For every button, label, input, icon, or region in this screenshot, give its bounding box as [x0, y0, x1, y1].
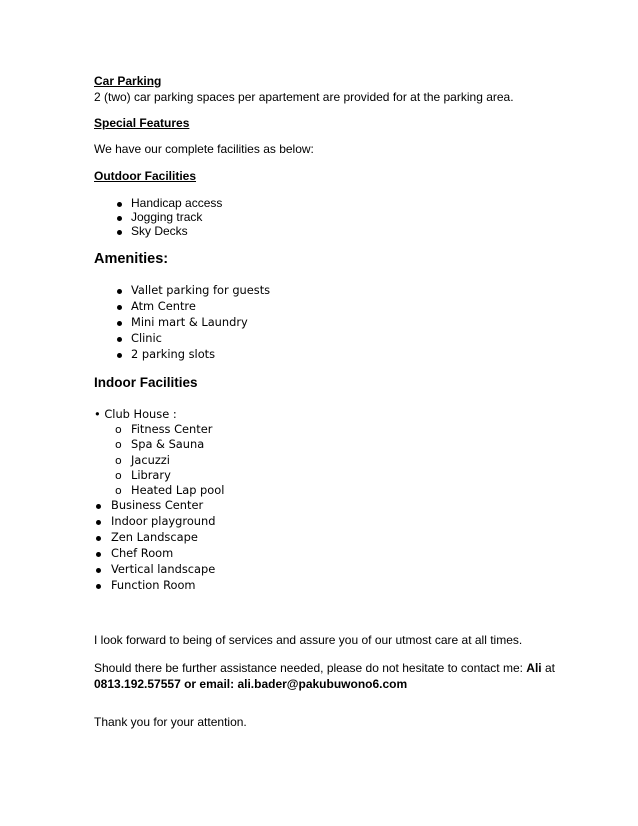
- indoor-heading: Indoor Facilities: [94, 375, 198, 390]
- car-parking-heading: Car Parking: [94, 74, 162, 88]
- bullet-icon: [117, 353, 122, 358]
- special-features-text: We have our complete facilities as below:: [94, 142, 314, 156]
- bullet-icon: [117, 202, 122, 207]
- special-features-heading: Special Features: [94, 116, 190, 130]
- bullet-icon: [96, 568, 101, 573]
- bullet-icon: [96, 584, 101, 589]
- bullet-icon: [117, 230, 122, 235]
- closing-line: I look forward to being of services and assure you of our utmost care at all times.: [94, 633, 523, 647]
- bullet-icon: [117, 321, 122, 326]
- bullet-icon: [117, 305, 122, 310]
- circle-bullet-icon: o: [115, 469, 122, 482]
- outdoor-heading: Outdoor Facilities: [94, 169, 197, 183]
- contact-details: 0813.192.57557 or email: ali.bader@pakubuwono6.com: [94, 677, 408, 691]
- car-parking-text: 2 (two) car parking spaces per apartement are provided for at the parking area.: [94, 90, 514, 104]
- circle-bullet-icon: o: [115, 423, 122, 436]
- circle-bullet-icon: o: [115, 454, 122, 467]
- bullet-icon: [96, 504, 101, 509]
- contact-line: Should there be further assistance needed, please do not hesitate to contact me: Ali at: [94, 661, 555, 675]
- bullet-icon: [96, 552, 101, 557]
- amenities-heading: Amenities:: [94, 251, 169, 267]
- circle-bullet-icon: o: [115, 438, 122, 451]
- club-house-label: • Club House :: [94, 407, 177, 421]
- bullet-icon: [117, 289, 122, 294]
- circle-bullet-icon: o: [115, 484, 122, 497]
- contact-name: Ali: [526, 661, 542, 675]
- thanks-line: Thank you for your attention.: [94, 715, 247, 729]
- bullet-icon: [117, 216, 122, 221]
- document-page: Car Parking 2 (two) car parking spaces per apartement are provided for at the parking area. Special Features We have our complete facilities as below: Outdoor Facilities Handicap access Jogging track Sky Decks Amenities: Vallet parking for guests Atm Centre Mini mart & Laundry Clinic 2 parking slots Indoor Facilities • Club House : o Fitness Center o Spa & Sauna o Jacuzzi o Library o Heated Lap pool Business Center Indoor playground Zen Landscape Chef Room Vertical landscape Function Room I look forward to being of services and assure you of our utmost care at all times. Should there be further assistance needed, please do not hesitate to contact me: Ali at 0813.192.57557 or email: ali.bader@pakubuwono6.com Thank you for your attention.: [94, 74, 555, 729]
- bullet-icon: [117, 337, 122, 342]
- bullet-icon: [96, 520, 101, 525]
- bullet-icon: [96, 536, 101, 541]
